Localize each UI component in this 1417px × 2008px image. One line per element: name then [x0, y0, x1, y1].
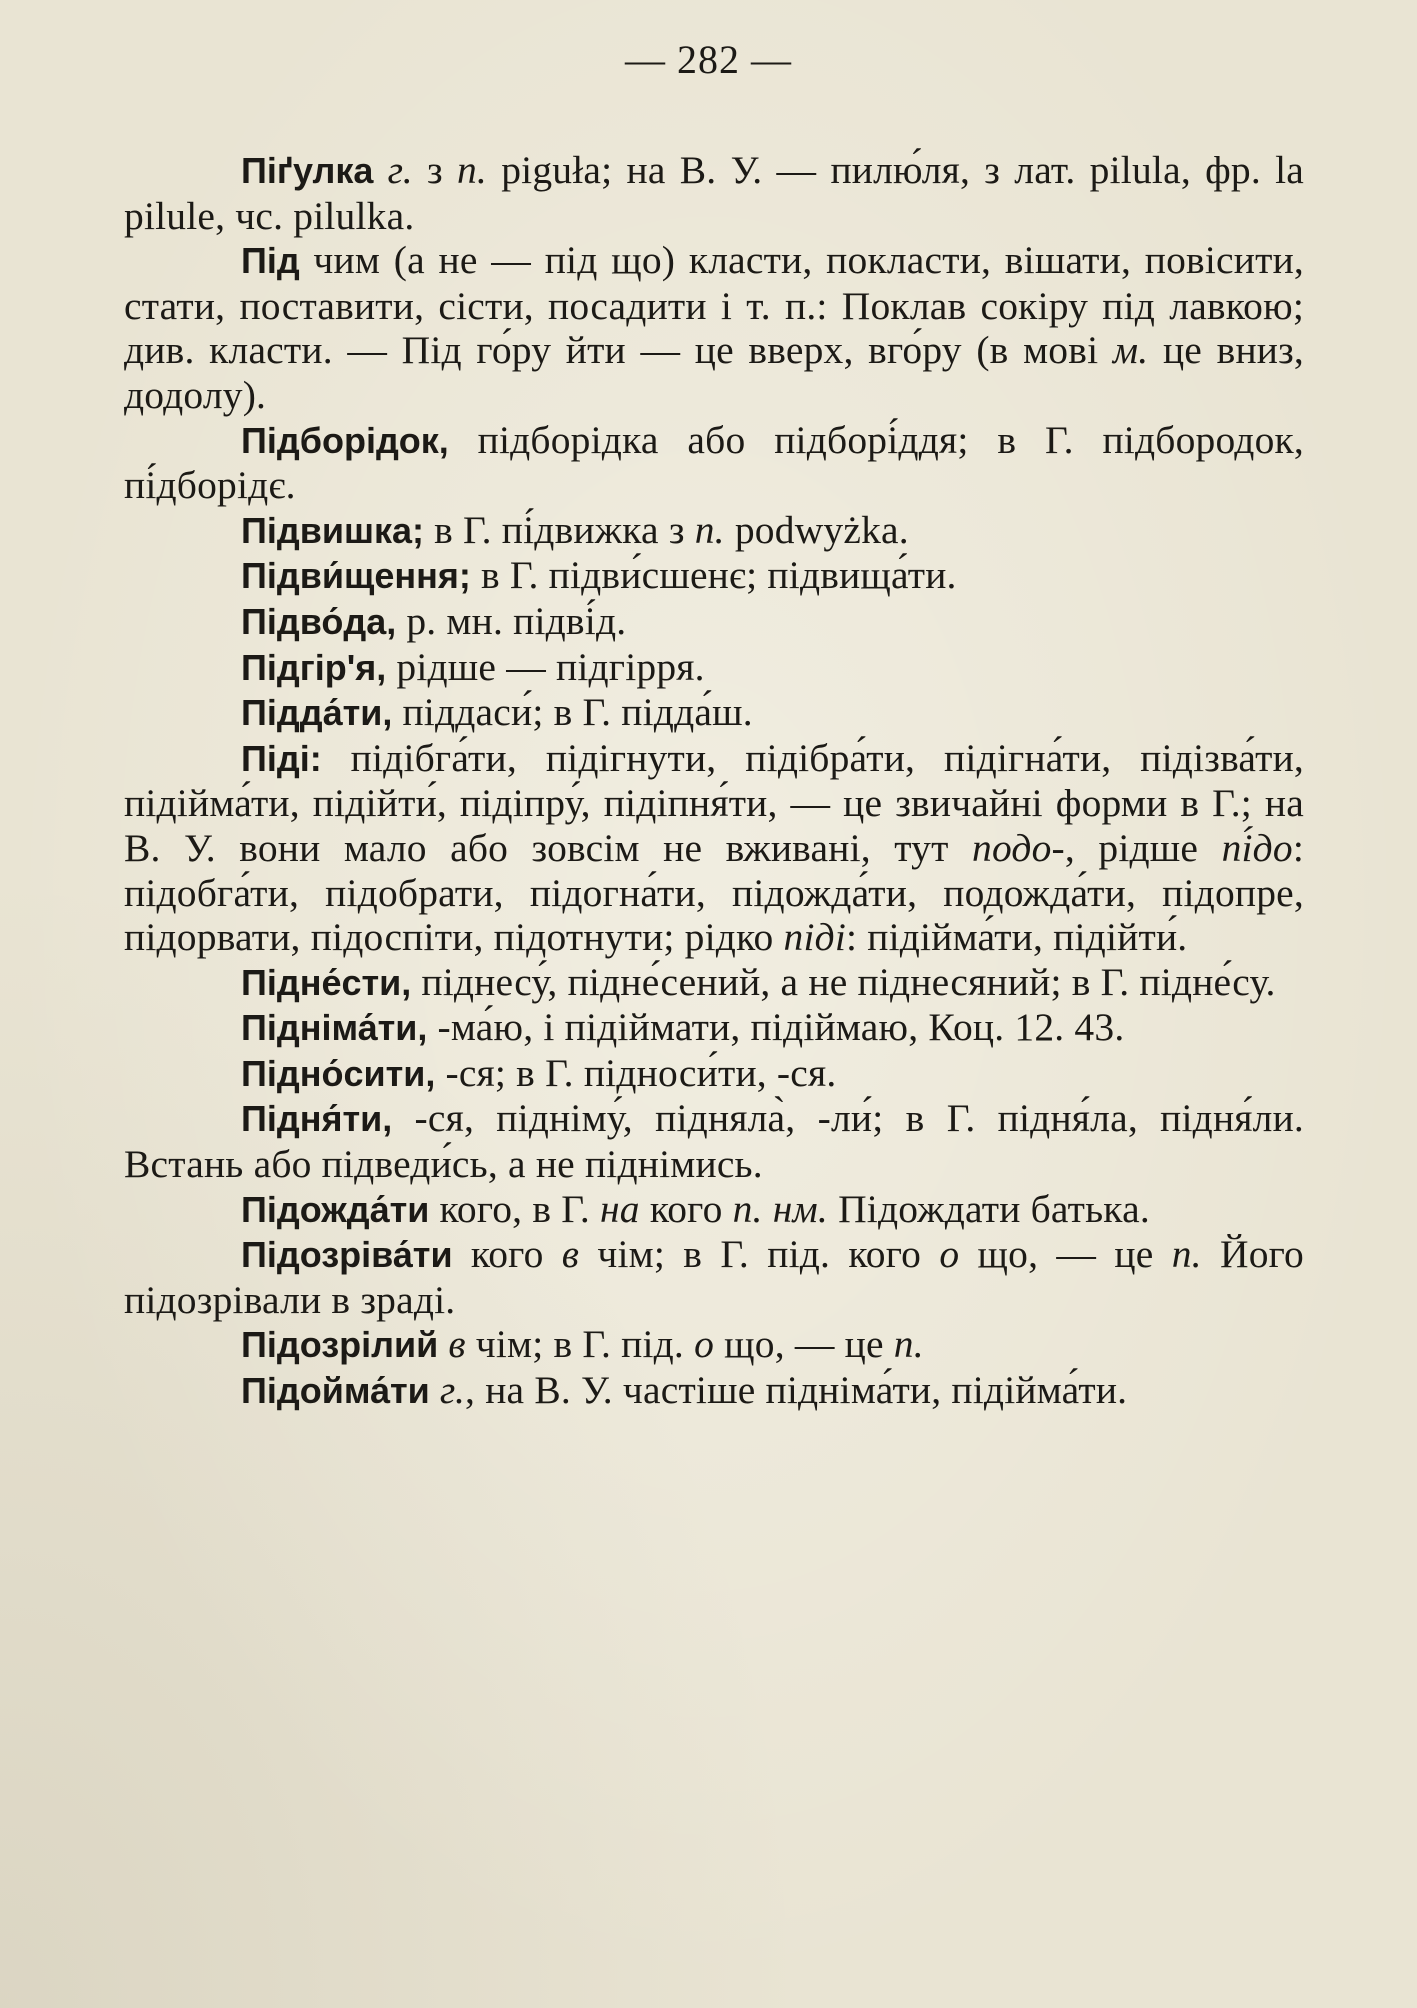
entry-text: : підобга́ти, підобрати, підогна́ти, підожда́ти, подожда́ти, підопре, підорвати, підоспіти, підотнути; рідко: [124, 825, 1305, 960]
dictionary-entry: [124, 1005, 1304, 1051]
entry-text: р. мн. підві́д.: [396, 598, 627, 643]
entry-italic-text: пі́до: [1221, 825, 1293, 870]
entry-italic-text: піді: [783, 915, 846, 960]
entry-text: чім; в Г. під.: [465, 1322, 695, 1367]
entry-text: з: [412, 148, 457, 192]
entry-headword: Піді:: [241, 737, 322, 779]
entry-text: кого: [452, 1232, 562, 1277]
entry-text: чім; в Г. під. кого: [579, 1232, 940, 1277]
entry-text: що, — це: [714, 1322, 894, 1367]
entry-text: -ма́ю, і підіймати, підіймаю, Коц. 12. 43.: [427, 1005, 1125, 1050]
entry-headword: Підозрілий: [241, 1324, 439, 1366]
entry-text: , рідше: [1064, 825, 1222, 870]
entry-text: підібга́ти, підігнути, підібра́ти, підігна́ти, підізва́ти, підійма́ти, підійти́, підіпру́, підіпня́ти, — це звичайні форми в Г.; на В. У. вони мало або зовсім не вживані, тут: [124, 735, 1304, 870]
entry-headword: Під: [241, 240, 300, 282]
entry-headword: Підня́ти,: [241, 1098, 393, 1140]
entry-headword: Підно́сити,: [241, 1052, 436, 1094]
dictionary-entry: [124, 1322, 1304, 1368]
entry-italic-text: о: [939, 1232, 960, 1277]
entry-headword: Підборідок,: [241, 419, 449, 461]
dictionary-entry: [124, 599, 1304, 645]
dictionary-entry: [124, 960, 1304, 1006]
dictionary-entry: [124, 1051, 1304, 1097]
entry-text: -ся, підніму́, підняла̀, -ли́; в Г. підня́ла, підня́ли. Встань або підведи́сь, а не піднімись.: [124, 1096, 1304, 1187]
entry-headword: Підожда́ти: [241, 1188, 430, 1230]
entry-italic-text: г.: [439, 1368, 466, 1413]
entry-headword: Підви́щення;: [241, 555, 471, 597]
entry-headword: Підгір'я,: [241, 646, 387, 688]
entry-headword: Підво́да,: [241, 600, 397, 642]
entry-text: підборідка або підборі́ддя; в Г. підбородок, пі́дборідє.: [124, 417, 1304, 508]
entry-text: -ся; в Г. підноси́ти, -ся.: [435, 1050, 837, 1095]
entry-text: [373, 148, 387, 192]
entry-italic-text: п.: [456, 148, 488, 192]
dictionary-entry: [124, 1187, 1304, 1233]
entry-text: піддаси́; в Г. підда́ш.: [392, 690, 753, 735]
dictionary-entry: [124, 736, 1304, 960]
entry-text: [430, 1368, 440, 1412]
entry-text: чим (а не — під що) класти, покласти, вішати, повісити, стати, поставити, сісти, посадити і т. п.: Поклав сокіру під лавкою; див. класти. — Під го́ру йти — це вверх, вго́ру (в мові: [124, 238, 1304, 373]
dictionary-entry: [124, 418, 1304, 508]
entry-headword: Підозріва́ти: [241, 1234, 453, 1276]
entry-text: в Г. підви́сшенє; підвища́ти.: [470, 553, 957, 598]
dictionary-entry: [124, 1232, 1304, 1322]
entry-italic-text: п.: [694, 507, 725, 552]
dictionary-entry: [124, 148, 1304, 238]
entry-headword: Підніма́ти,: [241, 1007, 428, 1049]
entry-text: кого, в Г.: [429, 1186, 600, 1231]
dictionary-entry: [124, 690, 1304, 736]
entry-italic-text: в: [448, 1322, 466, 1367]
entry-headword: Підне́сти,: [241, 961, 412, 1003]
entry-text: , на В. У. частіше підніма́ти, підійма́ти.: [465, 1368, 1128, 1413]
entry-headword: Піґулка: [241, 150, 374, 191]
entry-text: це вниз, додолу).: [124, 328, 1304, 417]
entry-text: Його підозрівали в зраді.: [124, 1232, 1305, 1322]
entry-italic-text: о: [694, 1322, 715, 1367]
entry-italic-text: г.: [387, 148, 413, 192]
entry-text: кого: [639, 1186, 733, 1231]
entry-text: Підождати батька.: [828, 1186, 1150, 1231]
dictionary-entry: [124, 1096, 1304, 1186]
entry-text: piguła; на В. У. — пилю́ля, з лат. pilula, фр. la pilule, чс. pilulka.: [124, 148, 1304, 238]
entry-italic-text: п. нм.: [732, 1186, 828, 1231]
dictionary-entry: [124, 238, 1304, 417]
entry-headword: Підвишка;: [241, 509, 425, 551]
entry-italic-text: п.: [1171, 1232, 1202, 1277]
entry-text: що, — це: [959, 1232, 1172, 1277]
dictionary-entry: [124, 508, 1304, 554]
entry-italic-text: подо-: [972, 825, 1065, 870]
entry-text: : підійма́ти, підійти́.: [846, 915, 1188, 960]
entry-text: піднесу́, підне́сений, а не піднесяний; в Г. підне́су.: [411, 959, 1276, 1004]
entry-text: рідше — підгірря.: [386, 644, 705, 689]
dictionary-column: [124, 148, 1304, 1414]
dictionary-entry: [124, 645, 1304, 691]
entry-text: [438, 1322, 448, 1366]
page-number: — 282 —: [625, 37, 792, 82]
entry-italic-text: м.: [1112, 328, 1149, 373]
entry-text: в Г. пі́движка з: [424, 507, 695, 552]
entry-italic-text: п.: [893, 1322, 924, 1367]
entry-text: podwyżka.: [724, 507, 909, 552]
entry-headword: Підойма́ти: [241, 1370, 430, 1412]
entry-italic-text: на: [600, 1186, 640, 1231]
dictionary-entry: [124, 553, 1304, 599]
dictionary-entry: [124, 1368, 1304, 1414]
entry-headword: Підда́ти,: [241, 692, 393, 734]
entry-italic-text: в: [561, 1232, 580, 1277]
